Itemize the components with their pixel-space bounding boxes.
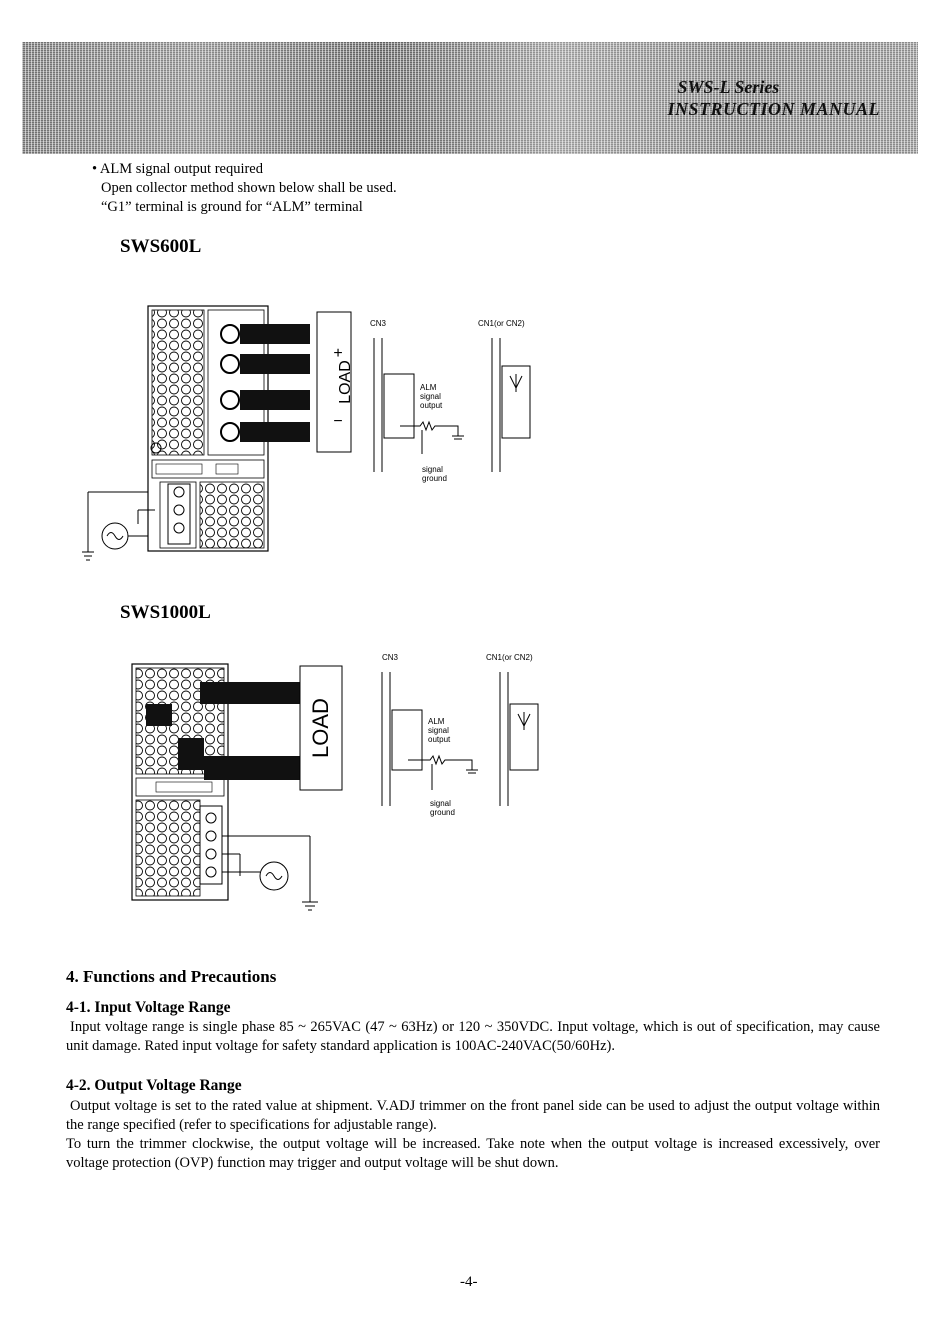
- header-title: [667, 76, 880, 120]
- load-label-600: LOAD: [337, 360, 354, 404]
- cn1-connector-1000: [486, 653, 538, 806]
- cn1-connector-600: [478, 319, 530, 472]
- cn3-label-1000: CN3: [382, 653, 399, 662]
- output-terminal-2: [221, 354, 310, 374]
- alm-bullet: • ALM signal output required: [92, 161, 263, 177]
- load-box-600: [317, 312, 354, 452]
- ground-signal-label-600: signal: [422, 465, 443, 474]
- cn3-label-600: CN3: [370, 319, 387, 328]
- ground-signal-label-1000: signal: [430, 799, 451, 808]
- ground-label-600: ground: [422, 474, 447, 483]
- output-terminal-3: [221, 390, 310, 410]
- sws1000l-wiring-diagram: [120, 646, 570, 936]
- page-number: -4-: [460, 1274, 478, 1290]
- alm-method: Open collector method shown below shall be used.: [101, 180, 397, 196]
- model-title-1000: SWS1000L: [120, 602, 211, 623]
- model-title-600: SWS600L: [120, 236, 202, 257]
- cn1-label-600: CN1(or CN2): [478, 319, 525, 328]
- section-4-2-body-1: Output voltage is set to the rated value at shipment. V.ADJ trimmer on the front panel side can be used to adjust the output voltage within the range specified (refer to specifications for adjustable range).: [66, 1098, 880, 1133]
- alm-label-1000: ALM: [428, 717, 445, 726]
- cn3-connector-1000: [382, 653, 478, 817]
- load-box-1000: [300, 666, 342, 790]
- alm-output-label-1000: output: [428, 735, 451, 744]
- alm-label-600: ALM: [420, 383, 437, 392]
- header-manual: INSTRUCTION MANUAL: [667, 99, 880, 119]
- cn3-connector-600: [370, 319, 464, 483]
- ground-label-1000: ground: [430, 808, 455, 817]
- alm-output-label-600: output: [420, 401, 443, 410]
- load-plus-600: +: [333, 345, 343, 362]
- ac-source-600: [82, 492, 155, 560]
- output-terminal-1: [221, 324, 310, 344]
- section-4-2-body-2: To turn the trimmer clockwise, the output voltage will be increased. Take note when the output voltage is increased excessively, over voltage protection (OVP) function may trigger and output voltage will be shut down.: [66, 1136, 880, 1171]
- alm-ground-note: “G1” terminal is ground for “ALM” terminal: [101, 199, 363, 215]
- alm-signal-label-600: signal: [420, 392, 441, 401]
- sws600l-wiring-diagram: [60, 296, 560, 576]
- section-4-2-title: 4-2. Output Voltage Range: [66, 1077, 242, 1094]
- header-banner: [22, 42, 918, 154]
- section-4-1-body: Input voltage range is single phase 85 ~ 265VAC (47 ~ 63Hz) or 120 ~ 350VDC. Input voltage, which is out of specification, may cause unit damage. Rated input voltage for safety standard application is 100AC-240VAC(50/60Hz).: [66, 1019, 880, 1054]
- section-4-1-title: 4-1. Input Voltage Range: [66, 999, 231, 1016]
- header-series: SWS-L Series: [677, 77, 780, 97]
- cn1-label-1000: CN1(or CN2): [486, 653, 533, 662]
- section-4-title: 4. Functions and Precautions: [66, 967, 277, 986]
- ac-source-1000: [222, 836, 318, 910]
- load-minus-600: −: [333, 413, 343, 430]
- output-terminal-4: [221, 422, 310, 442]
- alm-signal-label-1000: signal: [428, 726, 449, 735]
- load-label-1000: LOAD: [308, 698, 333, 758]
